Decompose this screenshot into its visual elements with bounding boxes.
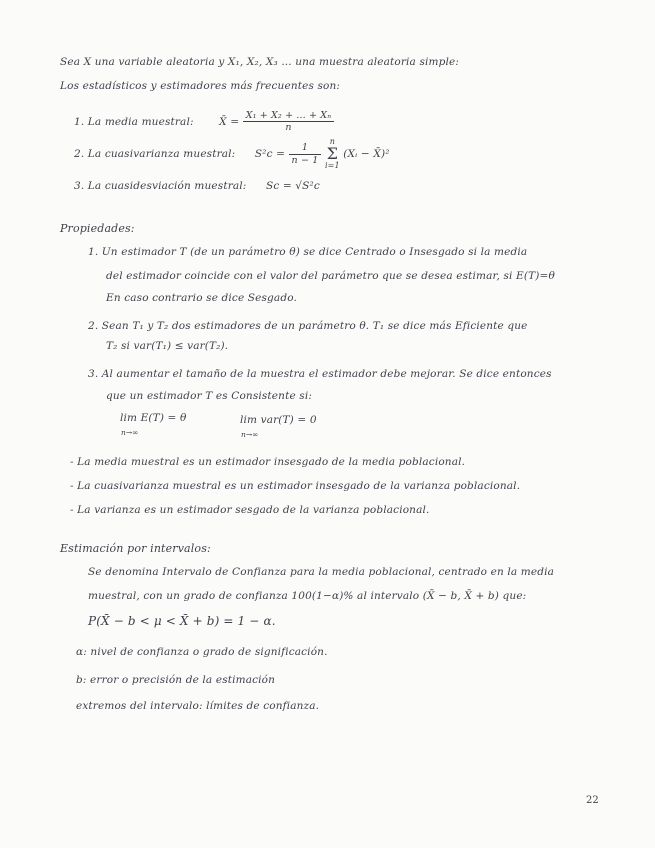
summation-symbol: n Σ i=1 [324,137,340,170]
estimator-mean-numerator: X₁ + X₂ + ... + Xₙ [243,110,335,122]
estimator-quasivariance-fraction-numerator: 1 [289,142,322,154]
page-number: 22 [586,795,599,806]
estimator-quasivariance-summand: (Xᵢ − X̄)² [343,148,390,160]
limit-variance-subscript: n→∞ [241,430,259,439]
limit-expectation-subscript: n→∞ [121,428,139,437]
limit-variance: lim var(T) = 0 [240,414,317,426]
estimator-quasivariance-label: 2. La cuasivarianza muestral: [74,148,236,160]
intervals-paragraph-line-2: muestral, con un grado de confianza 100(1−α)% al intervalo (X̄ − b, X̄ + b) que: [88,590,527,602]
property-1-line-1: 1. Un estimador T (de un parámetro θ) se dice Centrado o Insesgado si la media [88,246,528,258]
estimator-quasideviation [74,180,320,192]
estimator-quasivariance-fraction [289,142,322,166]
definition-limits: extremos del intervalo: límites de confianza. [76,700,320,712]
properties-heading: Propiedades: [60,222,135,235]
intro-line-1: Sea X una variable aleatoria y X₁, X₂, X₃ ... una muestra aleatoria simple: [60,56,460,68]
property-2-line-1: 2. Sean T₁ y T₂ dos estimadores de un parámetro θ. T₁ se dice más Eficiente que [88,320,528,332]
estimator-mean [74,110,334,134]
note-variance-biased: - La varianza es un estimador sesgado de la varianza poblacional. [70,504,430,516]
property-1-line-2: del estimador coincide con el valor del parámetro que se desea estimar, si E(T)=θ [106,270,555,282]
estimator-mean-denominator: n [285,122,292,134]
estimator-mean-symbol: X̄ = [219,115,240,128]
property-3-line-2: que un estimador T es Consistente si: [106,390,313,402]
definition-b: b: error o precisión de la estimación [76,674,276,686]
definition-alpha: α: nivel de confianza o grado de significación. [76,646,328,658]
estimator-mean-label: 1. La media muestral: [74,115,194,128]
intro-line-2: Los estadísticos y estimadores más frecuentes son: [60,80,341,92]
note-mean-unbiased: - La media muestral es un estimador insesgado de la media poblacional. [70,456,466,468]
estimator-quasivariance [74,138,390,170]
intervals-paragraph-line-1: Se denomina Intervalo de Confianza para la media poblacional, centrado en la media [88,566,555,578]
interval-probability-formula: P(X̄ − b < μ < X̄ + b) = 1 − α. [88,614,276,628]
estimator-quasivariance-symbol: S²c = [254,148,286,160]
estimator-quasivariance-fraction-denominator: n − 1 [291,154,319,166]
limit-expectation: lim E(T) = θ [120,412,187,424]
property-1-line-3: En caso contrario se dice Sesgado. [106,292,297,304]
estimator-quasideviation-label: 3. La cuasidesviación muestral: [74,180,247,192]
property-3-line-1: 3. Al aumentar el tamaño de la muestra el estimador debe mejorar. Se dice entonces [88,368,552,380]
estimator-mean-fraction [243,110,335,134]
summation-upper-limit: n [329,137,336,146]
property-2-line-2: T₂ si var(T₁) ≤ var(T₂). [106,340,229,352]
estimator-quasideviation-formula: Sc = √S²c [265,180,320,192]
note-quasivariance-unbiased: - La cuasivarianza muestral es un estimador insesgado de la varianza poblacional. [70,480,521,492]
intervals-heading: Estimación por intervalos: [60,542,211,555]
summation-lower-limit: i=1 [324,161,340,170]
